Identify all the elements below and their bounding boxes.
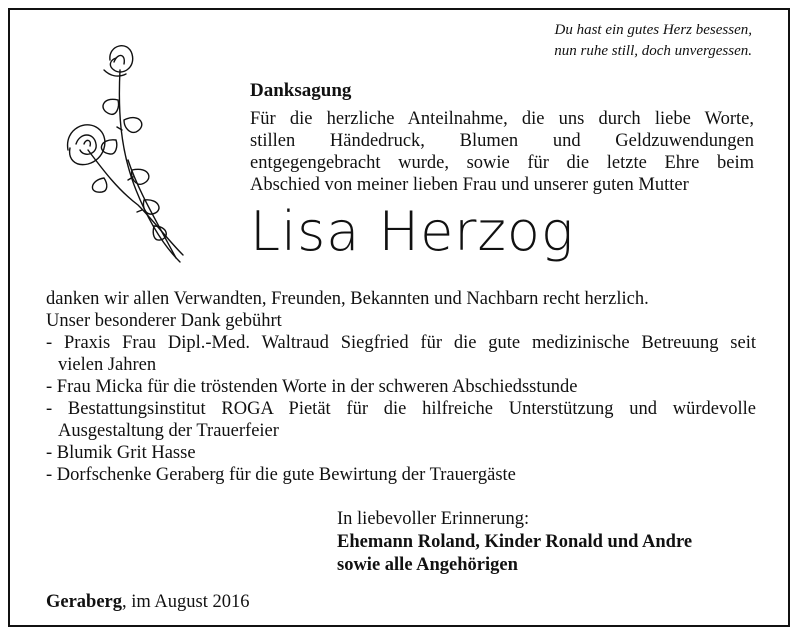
intro-line: entgegengebracht wurde, sowie für die letzte Ehre beim: [250, 153, 754, 173]
place-date-text: , im August 2016: [122, 592, 250, 612]
list-item-text: - Blumik Grit Hasse: [46, 443, 196, 463]
place-date: [46, 592, 250, 613]
memorial-quote: [554, 20, 752, 62]
list-item: [46, 464, 756, 486]
list-item-text: - Bestattungsinstitut ROGA Pietät für die hilfreiche Unterstützung und würdevolle: [46, 399, 756, 419]
list-item-text: - Dorfschenke Geraberg für die gute Bewirtung der Trauergäste: [46, 465, 516, 485]
list-item: [46, 442, 756, 464]
closing-intro: In liebevoller Erinnerung:: [337, 509, 530, 529]
intro-line: stillen Händedruck, Blumen und Geldzuwendungen: [250, 131, 754, 151]
place-town: Geraberg: [46, 592, 123, 612]
quote-line: Du hast ein gutes Herz besessen,: [554, 22, 752, 38]
list-item: [46, 398, 756, 442]
mourners-names: sowie alle Angehörigen: [337, 555, 518, 575]
deceased-name: Lisa Herzog: [250, 200, 575, 263]
quote-line: nun ruhe still, doch unvergessen.: [554, 43, 752, 59]
notice-heading: Danksagung: [250, 80, 352, 101]
list-item-continuation: Ausgestaltung der Trauerfeier: [58, 421, 279, 441]
closing-block: [337, 508, 692, 577]
list-item-continuation: vielen Jahren: [58, 355, 157, 375]
list-item-text: - Praxis Frau Dipl.-Med. Waltraud Siegfried für die gute medizinische Betreuung seit: [46, 333, 756, 353]
list-item: [46, 376, 756, 398]
list-item: [46, 332, 756, 376]
intro-paragraph: [250, 108, 754, 196]
thanks-line: Unser besonderer Dank gebührt: [46, 311, 282, 331]
list-item-text: - Frau Micka für die tröstenden Worte in der schweren Abschiedsstunde: [46, 377, 578, 397]
thanks-line: danken wir allen Verwandten, Freunden, Bekannten und Nachbarn recht herzlich.: [46, 289, 649, 309]
mourners-names: Ehemann Roland, Kinder Ronald und Andre: [337, 532, 693, 552]
thanks-body: [46, 288, 756, 486]
intro-line: Abschied von meiner lieben Frau und unserer guten Mutter: [250, 175, 689, 195]
rose-icon: [58, 40, 188, 270]
intro-line: Für die herzliche Anteilnahme, die uns durch liebe Worte,: [250, 109, 754, 129]
